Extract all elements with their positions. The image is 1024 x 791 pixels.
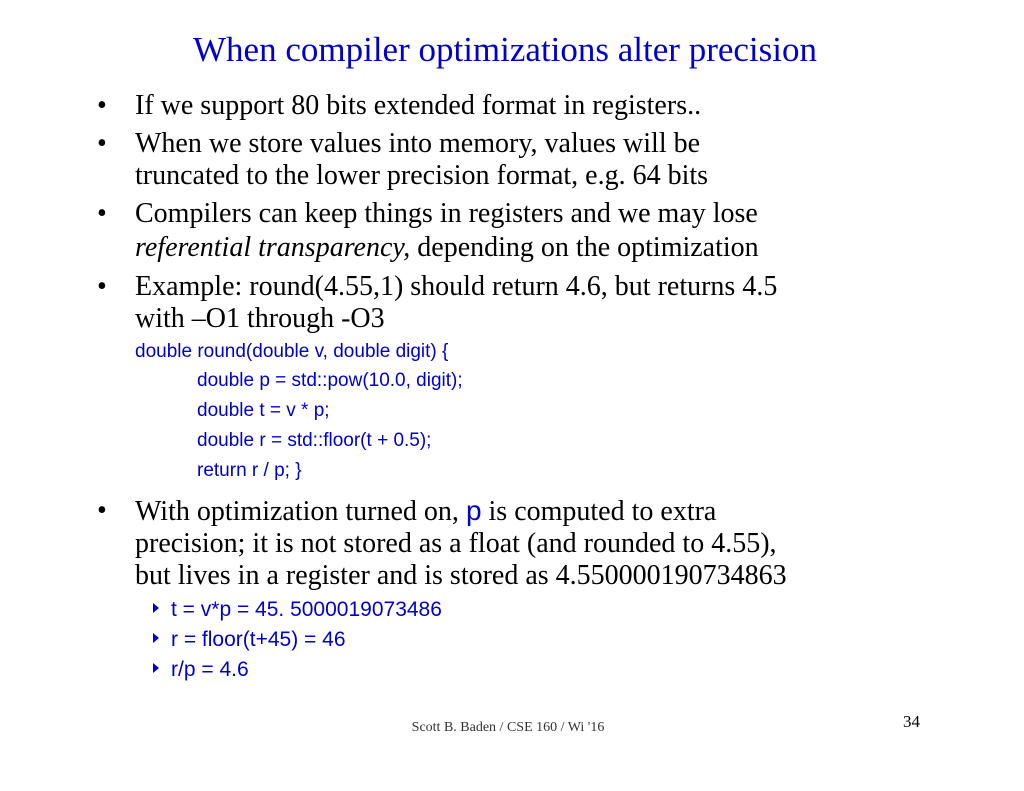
sub-bullet-1-text: t = v*p = 45. 5000019073486 — [171, 598, 442, 621]
bullet-dot: • — [97, 495, 107, 526]
triangle-bullet-icon — [153, 663, 159, 673]
bullet-1 — [97, 90, 937, 122]
inline-code-p: p — [465, 495, 482, 526]
bullet-3-line-2-rest: depending on the optimization — [410, 232, 759, 263]
bullet-dot: • — [97, 128, 107, 159]
triangle-bullet-icon — [153, 603, 159, 613]
italic-term: referential transparency, — [135, 232, 411, 263]
code-line-1: double round(double v, double digit) { — [135, 341, 449, 362]
bullet-4-line-2: with –O1 through -O3 — [135, 303, 385, 334]
sub-bullet-3-text: r/p = 4.6 — [171, 658, 249, 681]
sub-bullet-1 — [153, 595, 442, 625]
sub-bullet-2-text: r = floor(t+45) = 46 — [171, 628, 346, 651]
code-line-5: return r / p; } — [197, 460, 302, 481]
bullet-5-line-1 — [135, 495, 937, 528]
bullet-dot: • — [97, 271, 107, 302]
bullet-5-line-2: precision; it is not stored as a float (and rounded to 4.55), — [135, 528, 777, 559]
bullet-5 — [97, 495, 937, 592]
bullet-3-line-1: Compilers can keep things in registers and we may lose — [135, 198, 758, 229]
page-number: 34 — [903, 712, 920, 731]
bullet-dot: • — [97, 198, 107, 229]
bullet-4-line-1: Example: round(4.55,1) should return 4.6, but returns 4.5 — [135, 271, 778, 302]
bullet-4 — [97, 271, 937, 335]
bullet-5-line-3: but lives in a register and is stored as 4.550000190734863 — [135, 560, 787, 591]
code-line-2: double p = std::pow(10.0, digit); — [197, 370, 463, 391]
bullet-3 — [97, 198, 937, 264]
triangle-bullet-icon — [153, 633, 159, 643]
slide-title: When compiler optimizations alter precision — [193, 30, 817, 69]
bullet-3-line-2 — [135, 232, 937, 264]
sub-bullet-2 — [153, 625, 346, 655]
bullet-5-line-1-pre: With optimization turned on, — [135, 496, 466, 527]
bullet-2 — [97, 128, 937, 192]
bullet-2-line-2: truncated to the lower precision format, e.g. 64 bits — [135, 160, 709, 191]
bullet-1-line-1: If we support 80 bits extended format in registers.. — [135, 90, 702, 121]
slide-footer: Scott B. Baden / CSE 160 / Wi '16 — [411, 720, 605, 735]
bullet-2-line-1: When we store values into memory, values will be — [135, 128, 701, 159]
code-line-4: double r = std::floor(t + 0.5); — [197, 430, 432, 451]
code-line-3: double t = v * p; — [197, 400, 330, 421]
bullet-5-line-1-post: is computed to extra — [481, 496, 717, 527]
bullet-dot: • — [97, 90, 107, 121]
sub-bullet-3 — [153, 655, 249, 685]
